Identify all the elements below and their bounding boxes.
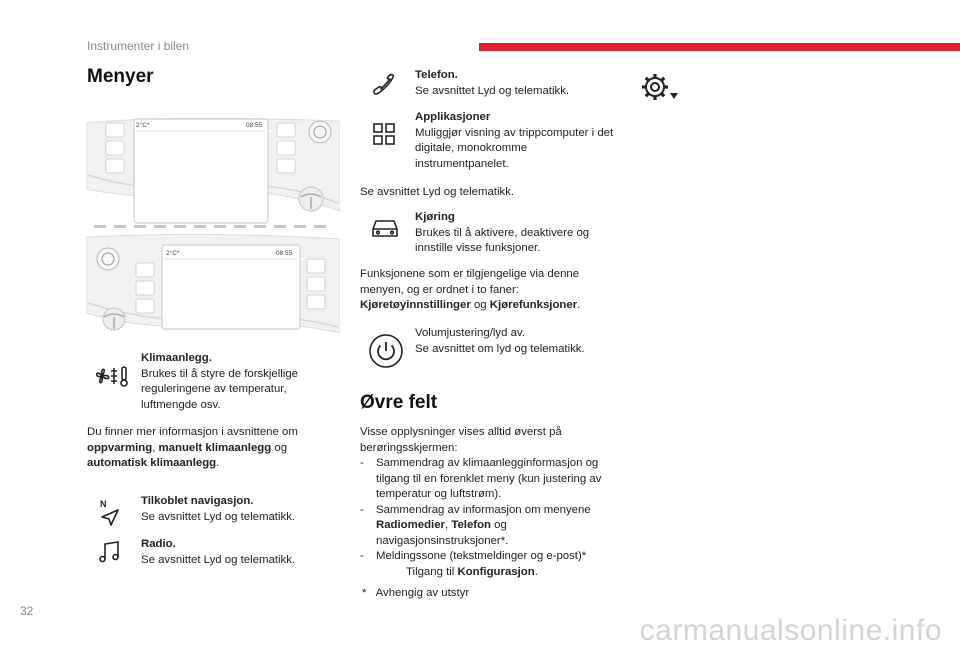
key-top-5: [277, 141, 295, 155]
applications-icon: [373, 123, 395, 145]
screen-top-time: 08:55: [246, 122, 263, 129]
key-top-1: [106, 123, 124, 137]
key-top-6: [277, 159, 295, 173]
screen-bottom: [162, 245, 300, 329]
navigation-title: Tilkoblet navigasjon.: [141, 495, 254, 507]
functions-note: Funksjonene som er tilgjengelige via denne menyen, og er ordnet i to faner: Kjøretøyinnstillinger og Kjørefunksjoner.: [360, 268, 581, 311]
driving-title: Kjøring: [415, 211, 455, 223]
apps-desc: Muliggjør visning av trippcomputer i det digitale, monokromme instrumentpanelet.: [415, 126, 614, 170]
key-top-4: [277, 123, 295, 137]
navigation-desc: Se avsnittet Lyd og telematikk.: [141, 510, 296, 523]
list-item: - Sammendrag av klimaanlegginformasjon og tilgang til en forenklet meny (kun justering av temperatur og luftstrøm).: [360, 457, 602, 500]
upper-field-body: [360, 425, 622, 580]
term-auto-ac: automatisk klimaanlegg: [87, 457, 217, 469]
key-bottom-6: [307, 295, 325, 309]
key-bottom-1: [136, 263, 154, 277]
dashboard-separator: [94, 225, 326, 228]
apps-note: Se avsnittet Lyd og telematikk.: [360, 186, 515, 198]
volume-desc: Se avsnittet om lyd og telematikk.: [415, 342, 585, 355]
key-bottom-5: [307, 277, 325, 291]
footnote-mark: *: [362, 587, 367, 599]
term-manual-ac: manuelt klimaanlegg: [158, 441, 272, 454]
driving-block: [415, 210, 615, 257]
section-heading-upper-field: Øvre felt: [360, 392, 438, 413]
phone-icon: [372, 73, 396, 97]
list-item: - Meldingssone (tekstmeldinger og e-post)* Tilgang til Konfigurasjon.: [360, 550, 587, 578]
tab-vehicle-settings: Kjøretøyinnstillinger: [360, 299, 471, 311]
car-icon: [370, 217, 400, 239]
upper-field-intro: Visse opplysninger vises alltid øverst på berøringsskjermen:: [360, 426, 562, 454]
radio-title: Radio.: [141, 538, 176, 550]
navigation-block: [141, 494, 341, 525]
telefon-desc: Se avsnittet Lyd og telematikk.: [415, 84, 570, 97]
tab-driving-functions: Kjørefunksjoner: [489, 299, 578, 311]
volume-power-icon: [368, 333, 404, 369]
screen-top-temperature: 2°C*: [136, 122, 150, 129]
section-label: Instrumenter i bilen: [87, 39, 190, 53]
screen-bottom-temperature: 2°C*: [166, 250, 180, 257]
climate-info: Du finner mer informasjon i avsnittene om oppvarming, manuelt klimaanlegg og automatisk klimaanlegg.: [87, 426, 298, 469]
climate-title: Klimaanlegg.: [141, 352, 212, 364]
radio-block: [141, 537, 341, 568]
key-top-2: [106, 141, 124, 155]
key-bottom-3: [136, 299, 154, 313]
header-accent-bar: [479, 43, 960, 51]
key-bottom-4: [307, 259, 325, 273]
navigation-icon: [100, 508, 120, 526]
page-number: 32: [20, 604, 34, 618]
key-top-3: [106, 159, 124, 173]
radio-icon: [98, 540, 122, 564]
radio-desc: Se avsnittet Lyd og telematikk.: [141, 553, 296, 566]
navigation-badge: N: [100, 499, 107, 509]
chevron-down-icon: [670, 93, 678, 99]
footnote-text: Avhengig av utstyr: [375, 587, 470, 599]
apps-title: Applikasjoner: [415, 111, 491, 123]
climate-block: [141, 351, 341, 413]
footnote: [362, 586, 469, 602]
climate-info-text: Du finner mer informasjon i avsnittene om: [87, 426, 298, 438]
watermark: carmanualsonline.info: [639, 614, 942, 647]
screen-bottom-time: 08:55: [276, 250, 293, 257]
climate-desc: Brukes til å styre de forskjellige reguleringene av temperatur, luftmengde osv.: [141, 367, 298, 411]
power-knob-top: [309, 121, 331, 143]
driving-desc: Brukes til å aktivere, deaktivere og innstille visse funksjoner.: [415, 226, 590, 254]
volume-title: Volumjustering/lyd av.: [415, 327, 525, 339]
screen-top: [134, 119, 268, 223]
settings-gear-icon: [640, 72, 680, 104]
list-item: - Sammendrag av informasjon om menyene Radiomedier, Telefon og navigasjonsinstruksjoner*.: [360, 503, 591, 547]
key-bottom-2: [136, 281, 154, 295]
dashboard-illustration: [86, 113, 340, 343]
volume-block: [415, 326, 615, 357]
term-heating: oppvarming: [87, 441, 153, 454]
climate-icon: [92, 365, 130, 387]
page-title: Menyer: [87, 66, 154, 87]
power-knob-bottom: [97, 248, 119, 270]
apps-block: [415, 110, 615, 172]
telefon-block: [415, 68, 615, 99]
telefon-title: Telefon.: [415, 69, 458, 81]
